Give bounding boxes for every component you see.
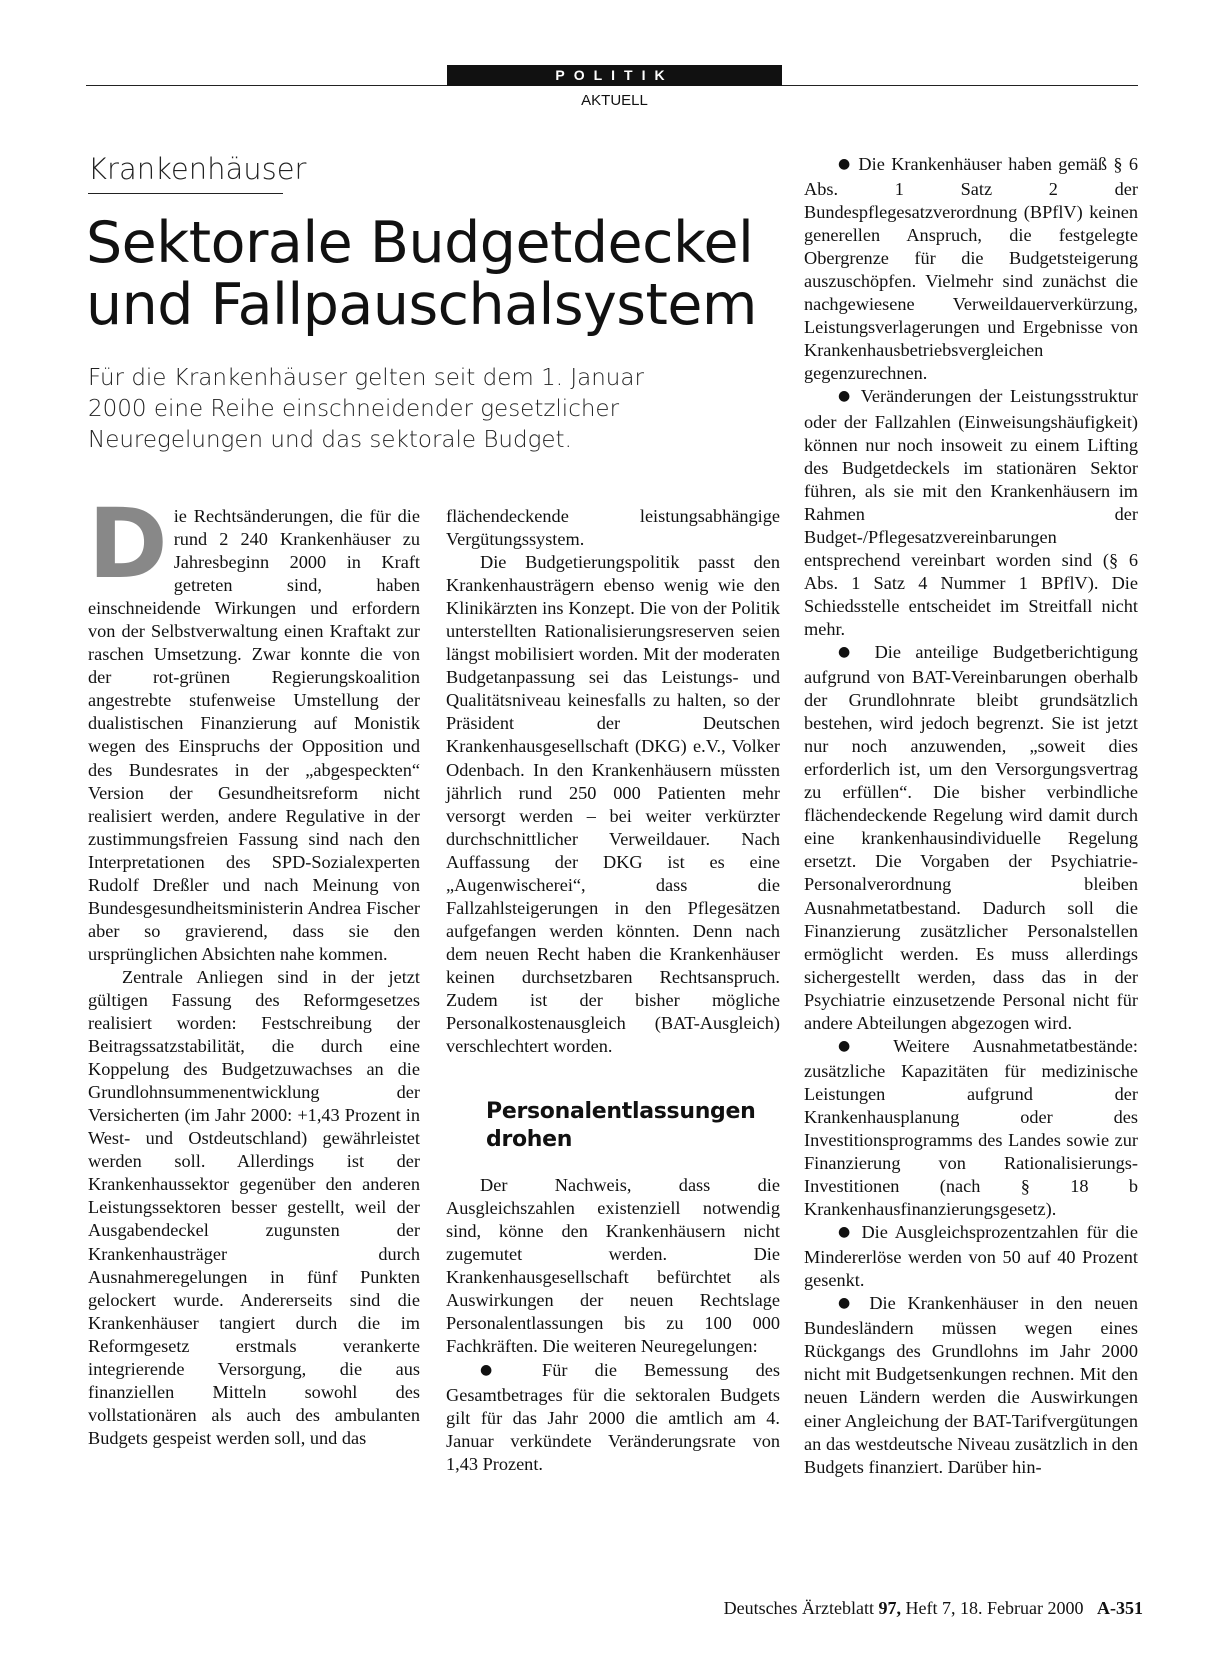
- article-kicker: Krankenhäuser: [88, 152, 307, 186]
- article-lead: Für die Krankenhäuser gelten seit dem 1. Januar 2000 eine Reihe einschneidender gesetzlicher Neuregelungen und das sektorale Budget.: [88, 365, 644, 453]
- paragraph-text: Die Krankenhäuser haben gemäß § 6 Abs. 1 Satz 2 der Bundespflegesatzverordnung (BPflV) keinen generellen Anspruch, die festgelegte Obergrenze für die Budgetsteigerung auszuschöpfen. Vielmehr sind zunächst die nachgewiesene Verweildauerverkürzung, Leistungsverlagerungen und Ergebnisse von Krankenhausbetriebsvergleichen gegenzurechnen.: [804, 154, 1139, 384]
- paragraph: Die Budgetierungspolitik passt den Krankenhausträgern ebenso wenig wie den Klinikärzten ins Konzept. Die von der Politik unterstellten Rationalisierungsreserven seien längst mobilisiert worden. Mit der moderaten Budgetanpassung sei das Leistungs- und Qualitätsniveau keinesfalls zu halten, so der Präsident der Deutschen Krankenhausgesellschaft (DKG) e.V., Volker Odenbach. In den Krankenhäusern müssten jährlich rund 250 000 Patienten mehr versorgt werden – bei weiter verkürzter durchschnittlicher Verweildauer. Nach Auffassung der DKG ist es eine „Augenwischerei“, dass die Fallzahlsteigerungen in den Pflegesätzen aufgefangen werden könnten. Denn nach dem neuen Recht haben die Krankenhäuser keinen durchsetzbaren Rechtsanspruch. Zudem ist der bisher mögliche Personalkostenausgleich (BAT-Ausgleich) verschlechtert worden.: [446, 552, 780, 1057]
- journal-volume: 97,: [878, 1598, 902, 1618]
- bullet-icon: ●: [838, 1224, 854, 1241]
- bullet-paragraph: [804, 1035, 1138, 1221]
- bullet-icon: ●: [838, 156, 853, 172]
- paragraph-text: Weitere Ausnahmetatbestände: zusätzliche Kapazitäten für medizinische Leistungen aufgrund der Krankenhausplanung oder des Investitionsprogramms des Landes sowie zur Finanzierung von Rationalisierungs-Investitionen (nach § 18 b Krankenhausfinanzierungsgesetz).: [804, 1035, 1139, 1220]
- paragraph-text: Veränderungen der Leistungsstruktur oder der Fallzahlen (Einweisungshäufigkeit) können nur noch insoweit zu einem Lifting des Budgetdeckels im stationären Sektor führen, als sie mit den Krankenhäusern im Rahmen der Budget-/Pflegesatzvereinbarungen entsprechend vereinbart worden sind (§ 6 Abs. 1 Satz 4 Nummer 1 BPflV). Die Schiedsstelle entscheidet im Streitfall nicht mehr.: [804, 386, 1138, 639]
- bullet-icon: ●: [838, 643, 861, 660]
- subsection-label: AKTUELL: [581, 92, 648, 109]
- headline-line-1: Sektorale Budgetdeckel: [86, 210, 754, 276]
- bullet-paragraph: [804, 641, 1138, 1035]
- bullet-paragraph: [804, 385, 1138, 641]
- headline-line-2: und Fallpauschalsystem: [86, 272, 757, 338]
- page-footer: [724, 1598, 1143, 1619]
- bullet-icon: ●: [838, 388, 854, 405]
- bullet-paragraph: [804, 153, 1138, 385]
- bullet-paragraph: [804, 1292, 1138, 1478]
- text-column-2: [446, 505, 780, 1476]
- paragraph: Zentrale Anliegen sind in der jetzt gültigen Fassung des Reformgesetzes realisiert worden: Festschreibung der Beitragssatzstabilität, die durch eine Koppelung des Budgetzuwachses an die Grundlohnsummenentwicklung der Versicherten (im Jahr 2000: +1,43 Prozent in West- und Ostdeutschland) gewährleistet werden soll. Allerdings ist der Krankenhaussektor gegenüber den anderen Leistungssektoren besser gestellt, weil der Ausgabendeckel zugunsten der Krankenhausträger durch Ausnahmeregelungen in fünf Punkten gelockert wurde. Andererseits sind die Krankenhäuser tangiert durch die im Reformgesetz erstmals verankerte integrierende Versorgung, die aus finanziellen Mitteln sowohl des vollstationären als auch des ambulanten Budgets gespeist werden soll, und das: [88, 966, 420, 1448]
- paragraph: flächendeckende leistungsabhängige Vergütungssystem.: [446, 506, 780, 550]
- bullet-icon: ●: [480, 1361, 515, 1378]
- article-headline: [86, 212, 766, 336]
- journal-issue: Heft 7, 18. Februar 2000: [905, 1598, 1084, 1618]
- paragraph: Der Nachweis, dass die Ausgleichszahlen existenziell notwendig sind, könne den Krankenhäusern nicht zugemutet werden. Die Krankenhausgesellschaft befürchtet als Auswirkungen der neuen Rechtslage Personalentlassungen bis zu 100 000 Fachkräften. Die weiteren Neuregelungen:: [446, 1175, 780, 1357]
- bullet-paragraph: [804, 1221, 1138, 1292]
- text-column-1: [88, 488, 420, 1450]
- bullet-paragraph: [446, 1359, 780, 1476]
- section-label: POLITIK: [447, 65, 782, 86]
- bullet-icon: ●: [838, 1037, 870, 1054]
- section-subheading: Personalentlassungen drohen: [486, 1099, 756, 1153]
- paragraph-text: ie Rechtsänderungen, die für die rund 2 240 Krankenhäuser zu Jahresbeginn 2000 in Kraft getreten sind, haben einschneidende Wirkungen und erfordern von der Selbstverwaltung einen Kraftakt zur raschen Umsetzung. Zwar konnte die von der rot-grünen Regierungskoalition angestrebte stufenweise Umstellung der dualistischen Finanzierung auf Monistik wegen des Einspruchs der Opposition und des Bundesrates in der „abgespeckten“ Version der Gesundheitsreform nicht realisiert werden, andere Regulative in der zustimmungsfreien Fassung sind nach den Interpretationen des SPD-Sozialexperten Rudolf Dreßler und nach Meinung von Bundesgesundheitsministerin Andrea Fischer aber so gravierend, dass sie den ursprünglichen Absichten nahe kommen.: [88, 506, 420, 964]
- kicker-underline: [88, 193, 283, 194]
- drop-cap: D: [88, 488, 168, 600]
- paragraph: [88, 488, 420, 966]
- bullet-icon: ●: [838, 1295, 858, 1312]
- text-column-3: [804, 153, 1138, 1479]
- paragraph-text: Für die Bemessung des Gesamtbetrages für die sektoralen Budgets gilt für das Jahr 2000 die amtlich am 4. Januar verkündete Veränderungsrate von 1,43 Prozent.: [446, 1359, 781, 1474]
- paragraph-text: Die Krankenhäuser in den neuen Bundesländern müssen wegen eines Rückgangs des Grundlohns im Jahr 2000 nicht mit Budgetsenkungen rechnen. Mit den neuen Ländern werden die Auswirkungen einer Angleichung der BAT-Tarifvergütungen an das westdeutsche Niveau zusätzlich in den Budgets finanziert. Darüber hin-: [804, 1293, 1138, 1477]
- paragraph-text: Die Ausgleichsprozentzahlen für die Mindererlöse werden von 50 auf 40 Prozent gesenkt.: [804, 1222, 1139, 1291]
- paragraph-text: Die anteilige Budgetberichtigung aufgrund von BAT-Vereinbarungen oberhalb der Grundlohnrate bleibt grundsätzlich bestehen, wird jedoch begrenzt. Sie ist jetzt nur noch anzuwenden, „soweit dies erforderlich ist, um den Versorgungsvertrag zu erfüllen“. Die bisher verbindliche flächendeckende Regelung wird damit durch eine krankenhausindividuelle Regelung ersetzt. Die Vorgaben der Psychiatrie-Personalverordnung bleiben Ausnahmetatbestand. Dadurch soll die Finanzierung zusätzlicher Personalstellen ermöglicht werden. Es muss allerdings sichergestellt werden, dass das in der Psychiatrie einzusetzende Personal nicht für andere Abteilungen abgezogen wird.: [804, 641, 1139, 1033]
- page-number: A-351: [1097, 1598, 1143, 1618]
- journal-name: Deutsches Ärzteblatt: [723, 1598, 875, 1618]
